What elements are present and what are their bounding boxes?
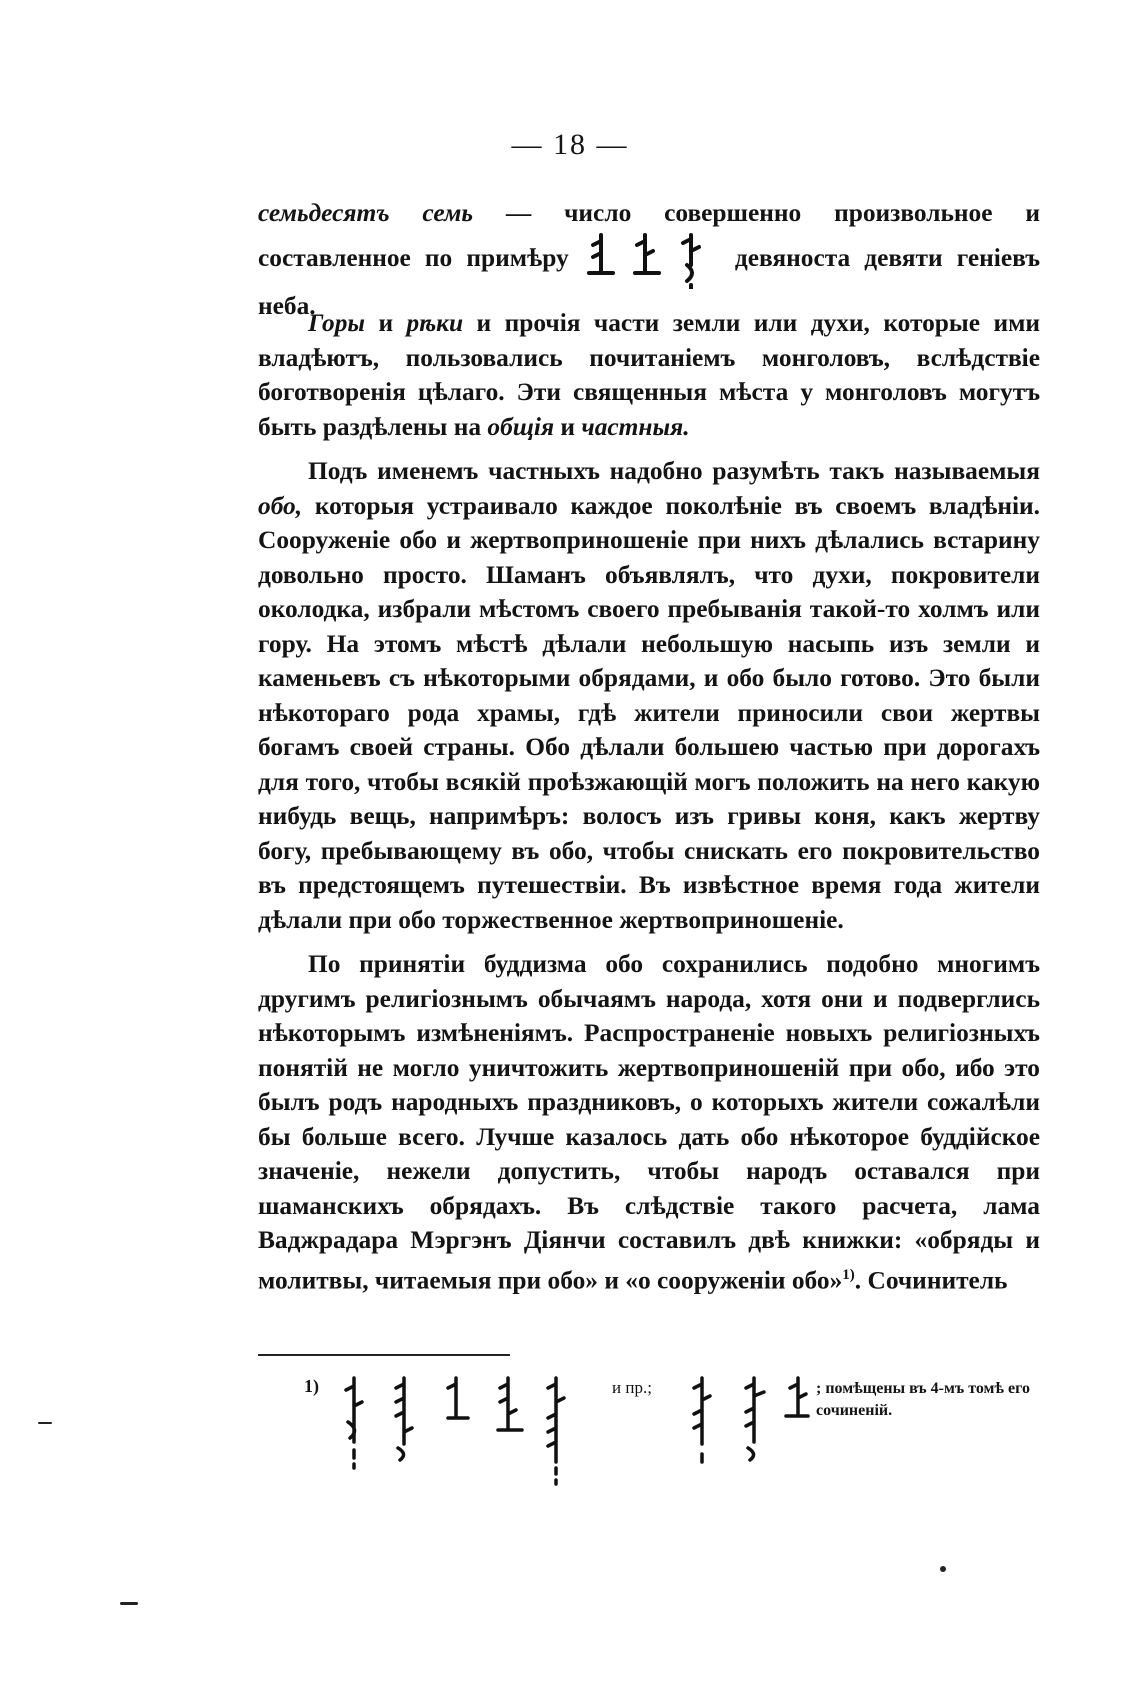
text-run: и <box>365 309 407 337</box>
mongolian-script-inline-icon <box>587 231 717 289</box>
paragraph-1 <box>258 306 1040 444</box>
intro-italic: семьдесятъ семь <box>258 199 474 227</box>
intro-text-2: девяноста девяти геніевъ неба. <box>258 243 1040 320</box>
page-number: — 18 — <box>511 128 629 161</box>
text-run: По принятіи буддизма обо сохранились подобно многимъ другимъ религіознымъ обычаямъ народа, хотя они и подверглись нѣкоторымъ измѣненіямъ. Распространеніе новыхъ религіозныхъ понятій не могло уничтожить жертвоприношеній при обо, ибо это былъ родъ народныхъ праздниковъ, о которыхъ жители сожалѣли бы больше всего. Лучше казалось дать обо нѣкоторое буддійское значеніе, нежели допустить, чтобы народъ оставался при шаманскихъ обрядахъ. Въ слѣдствіе такого расчета, лама Ваджрадара Мэргэнъ Діянчи составилъ двѣ книжки: «обряды и молитвы, читаемыя при обо» и «о сооруженіи обо» <box>258 950 1040 1294</box>
intro-paragraph <box>258 196 1040 323</box>
mongolian-script-title-icon <box>338 1372 603 1492</box>
paragraph-3 <box>258 947 1040 1297</box>
main-text <box>258 306 1040 1297</box>
italic-word: общія <box>487 412 555 441</box>
text-run: и <box>554 412 582 441</box>
footnote-reference: 1) <box>842 1266 855 1283</box>
footnote-divider <box>258 1354 510 1356</box>
mongolian-script-title-icon-2 <box>680 1372 810 1482</box>
italic-word: частныя. <box>581 412 690 441</box>
text-run: . Сочинитель <box>854 1265 1008 1294</box>
italic-word: Горы <box>308 309 366 337</box>
print-speck <box>120 1602 138 1605</box>
text-run: и прочія части земли или духи, которые ими владѣютъ, пользовались почитаніемъ монголовъ, вслѣдствіе боготворенія цѣлаго. Эти священныя мѣста у монголовъ могутъ быть раздѣлены на <box>258 309 1040 441</box>
footnote-marker: 1) <box>304 1376 319 1396</box>
footnote <box>0 1372 1140 1492</box>
text-run: Подъ именемъ частныхъ надобно разумѣть такъ называемыя <box>308 457 1040 485</box>
italic-word: обо, <box>258 491 303 520</box>
intro-text: — число совершенно произвольное и составленное по примѣру <box>258 199 1040 272</box>
italic-word: рѣки <box>406 309 464 337</box>
print-speck <box>38 1422 52 1424</box>
footnote-ending: ; помѣщены въ 4-мъ томѣ его сочиненій. <box>816 1380 1030 1419</box>
text-run: которыя устраивало каждое поколѣніе въ своемъ владѣніи. Сооруженіе обо и жертвоприношеніе при нихъ дѣлались встарину довольно просто. Шаманъ объявлялъ, что духи, покровители околодка, избрали мѣстомъ своего пребыванія такой-то холмъ или гору. На этомъ мѣстѣ дѣлали небольшую насыпь изъ земли и каменьевъ съ нѣкоторыми обрядами, и обо было готово. Это были нѣкотораго рода храмы, гдѣ жители приносили свои жертвы богамъ своей страны. Обо дѣлали большею частью при дорогахъ для того, чтобы всякій проѣзжающій могъ положить на него какую нибудь вещь, напримѣръ: волосъ изъ гривы коня, какъ жертву богу, пребывающему въ обо, чтобы снискать его покровительство въ предстоящемъ путешествіи. Въ извѣстное время года жители дѣлали при обо торжественное жертвоприношеніе. <box>258 491 1040 934</box>
paragraph-2 <box>258 454 1040 937</box>
footnote-etc: и пр.; <box>612 1378 652 1397</box>
print-speck <box>940 1566 946 1572</box>
